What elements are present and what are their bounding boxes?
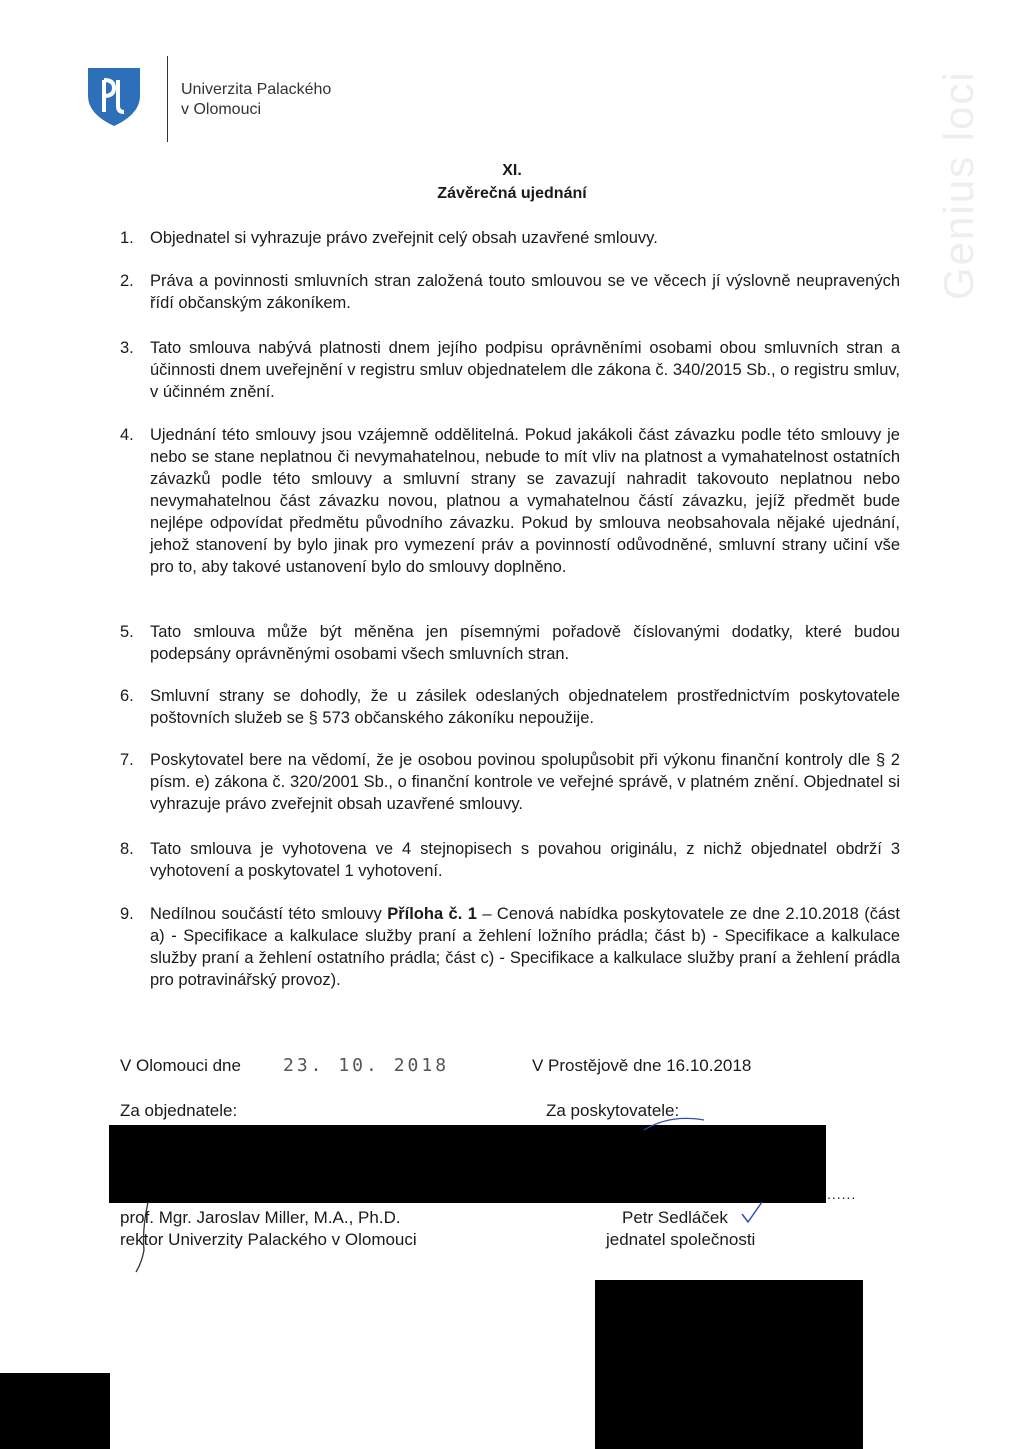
clause-text: Ujednání této smlouvy jsou vzájemně oddělitelná. Pokud jakákoli část závazku podle této smlouvy je nebo se stane neplatnou či nevymahatelnou, nebude to mít vliv na platnost a vymahatelnost ostatních závazků podle této smlouvy a smluvní strany se zavazují nahradit takovouto neplatnou nebo nevymahatelnou část závazku novou, platnou a vymahatelnou částí závazku, jejíž předmět bude nejlépe odpovídat předmětu původního závazku. Pokud by smlouva neobsahovala nějaké ujednání, jehož stanovení by bylo jinak pro vymezení práv a povinností odůvodněné, smluvní strany učiní vše pro to, aby takové ustanovení bylo do smlouvy doplněno. xyxy=(150,426,900,576)
clause-text: Tato smlouva je vyhotovena ve 4 stejnopisech s povahou originálu, z nichž objednatel obdrží 3 vyhotovení a poskytovatel 1 vyhotovení. xyxy=(150,840,900,880)
watermark: Genius loci xyxy=(935,70,982,300)
clause-6 xyxy=(120,685,900,729)
section-number: XI. xyxy=(502,162,522,179)
left-party-label: Za objednatele: xyxy=(120,1101,238,1120)
logo-divider xyxy=(167,56,168,142)
clause-1 xyxy=(120,227,900,249)
clause-9 xyxy=(120,903,900,991)
clause-text: Práva a povinnosti smluvních stran založená touto smlouvou se ve věcech jí výslovně neupravených řídí občanským zákoníkem. xyxy=(150,272,900,312)
clause-text: Tato smlouva může být měněna jen písemnými pořadově číslovanými dodatky, které budou podepsány oprávněnými osobami všech smluvních stran. xyxy=(150,623,900,663)
university-name xyxy=(181,80,331,120)
right-signatory-name: Petr Sedláček xyxy=(622,1208,728,1227)
signature-stroke-icon xyxy=(130,1200,160,1275)
clause-number: 9. xyxy=(120,905,134,923)
clause-3 xyxy=(120,337,900,403)
signature-dots: ...... xyxy=(827,1186,857,1202)
left-place-date: V Olomouci dne xyxy=(120,1056,241,1075)
clause-text-post: – Cenová nabídka poskytovatele ze dne 2.10.2018 (část a) - Specifikace a kalkulace služby praní a žehlení ložního prádla; část b) - Specifikace a kalkulace služby praní a žehlení ostatního prádla; část c) - Specifikace a kalkulace služby praní a žehlení prádla pro potravinářský provoz). xyxy=(150,905,900,989)
clause-text: Objednatel si vyhrazuje právo zveřejnit celý obsah uzavřené smlouvy. xyxy=(150,229,658,247)
date-stamp: 23. 10. 2018 xyxy=(283,1055,450,1076)
clause-number: 7. xyxy=(120,751,134,769)
redacted-corner xyxy=(0,1373,110,1449)
clause-text-bold: Příloha č. 1 xyxy=(387,905,477,923)
clause-8 xyxy=(120,838,900,882)
clause-number: 6. xyxy=(120,687,134,705)
clause-7 xyxy=(120,749,900,815)
signature-stroke-icon xyxy=(640,1112,710,1134)
clause-text: Poskytovatel bere na vědomí, že je osobou povinou spolupůsobit při výkonu finanční kontroly dle § 2 písm. e) zákona č. 320/2001 Sb., o finanční kontrole ve veřejné správě, v platném znění. Objednatel si vyhrazuje právo zveřejnit obsah uzavřené smlouvy. xyxy=(150,751,900,813)
clause-number: 2. xyxy=(120,272,134,290)
clause-text xyxy=(150,903,900,991)
clause-text: Smluvní strany se dohodly, že u zásilek odeslaných objednatelem prostřednictvím poskytovatele poštovních služeb se § 573 občanského zákoníku nepoužije. xyxy=(150,687,900,727)
university-name-line2: v Olomouci xyxy=(181,101,262,118)
clause-number: 3. xyxy=(120,339,134,357)
clause-number: 1. xyxy=(120,229,134,247)
clause-4 xyxy=(120,424,900,578)
left-signatory-name: prof. Mgr. Jaroslav Miller, M.A., Ph.D. xyxy=(120,1208,401,1227)
clause-text-pre: Nedílnou součástí této smlouvy xyxy=(150,905,388,923)
clause-text: Tato smlouva nabývá platnosti dnem jejího podpisu oprávněními osobami obou smluvních stran a účinnosti dnem uveřejnění v registru smluv objednatelem dle zákona č. 340/2015 Sb., o registru smluv, v účinném znění. xyxy=(150,339,900,401)
section-title: Závěrečná ujednání xyxy=(437,185,587,202)
redacted-stamp xyxy=(595,1280,863,1449)
left-signatory-title: rektor Univerzity Palackého v Olomouci xyxy=(120,1230,417,1249)
right-place-date: V Prostějově dne 16.10.2018 xyxy=(532,1056,752,1075)
right-signatory-title: jednatel společnosti xyxy=(606,1230,756,1249)
redacted-signature-block xyxy=(109,1125,826,1203)
checkmark-icon xyxy=(738,1198,768,1228)
university-name-line1: Univerzita Palackého xyxy=(181,81,332,98)
university-logo-icon xyxy=(84,66,144,128)
clause-number: 5. xyxy=(120,623,134,641)
signature-stroke-icon xyxy=(808,1200,1024,1260)
right-party-label: Za poskytovatele: xyxy=(546,1101,680,1120)
clause-number: 4. xyxy=(120,426,134,444)
clause-2 xyxy=(120,270,900,314)
clause-5 xyxy=(120,621,900,665)
clause-number: 8. xyxy=(120,840,134,858)
